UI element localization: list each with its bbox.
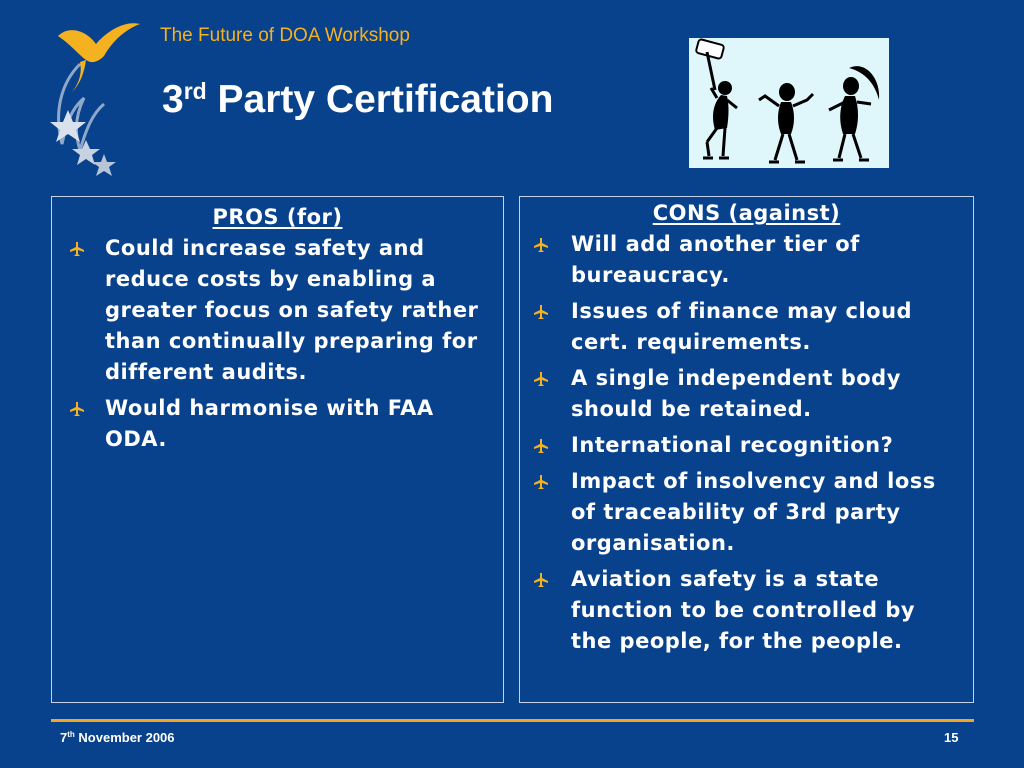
date-superscript: th: [67, 730, 75, 739]
page-number: 15: [944, 730, 959, 745]
list-item: [520, 430, 973, 461]
stick-figures-fighting-clipart: [689, 38, 889, 168]
cons-item-text: Impact of insolvency and loss of traceability of 3rd party organisation.: [571, 469, 936, 555]
slide-title: [162, 80, 553, 119]
footer-date: [60, 730, 175, 745]
pros-heading: PROS (for): [212, 205, 343, 229]
airplane-bullet-icon: [533, 474, 549, 490]
airplane-bullet-icon: [533, 371, 549, 387]
list-item: [520, 229, 973, 291]
cons-item-text: Aviation safety is a state function to be controlled by the people, for the people.: [571, 567, 916, 653]
list-item: [520, 564, 973, 657]
list-item: [520, 466, 973, 559]
airplane-bullet-icon: [69, 401, 85, 417]
airplane-bullet-icon: [69, 241, 85, 257]
cons-heading: CONS (against): [652, 201, 841, 225]
pros-item-text: Could increase safety and reduce costs by enabling a greater focus on safety rather than continually preparing for different audits.: [105, 236, 479, 384]
cons-item-text: Will add another tier of bureaucracy.: [571, 232, 860, 287]
list-item: [520, 363, 973, 425]
airplane-bullet-icon: [533, 237, 549, 253]
airplane-bullet-icon: [533, 438, 549, 454]
title-text: Party Certification: [206, 78, 554, 121]
cons-item-text: Issues of finance may cloud cert. requirements.: [571, 299, 913, 354]
list-item: [52, 233, 503, 388]
stars-swallow-logo: [40, 14, 150, 184]
pros-item-text: Would harmonise with FAA ODA.: [105, 396, 434, 451]
pros-list: [52, 233, 503, 455]
cons-list: [520, 229, 973, 657]
airplane-bullet-icon: [533, 572, 549, 588]
workshop-title: The Future of DOA Workshop: [160, 25, 410, 46]
footer-divider: [51, 719, 974, 722]
title-superscript: rd: [183, 78, 207, 104]
title-number: 3: [162, 78, 184, 121]
date-day: 7: [60, 730, 68, 745]
date-text: November 2006: [74, 730, 175, 745]
list-item: [520, 296, 973, 358]
pros-panel: [51, 196, 504, 703]
cons-item-text: International recognition?: [571, 433, 894, 457]
list-item: [52, 393, 503, 455]
cons-item-text: A single independent body should be retained.: [571, 366, 901, 421]
airplane-bullet-icon: [533, 304, 549, 320]
cons-panel: [519, 196, 974, 703]
